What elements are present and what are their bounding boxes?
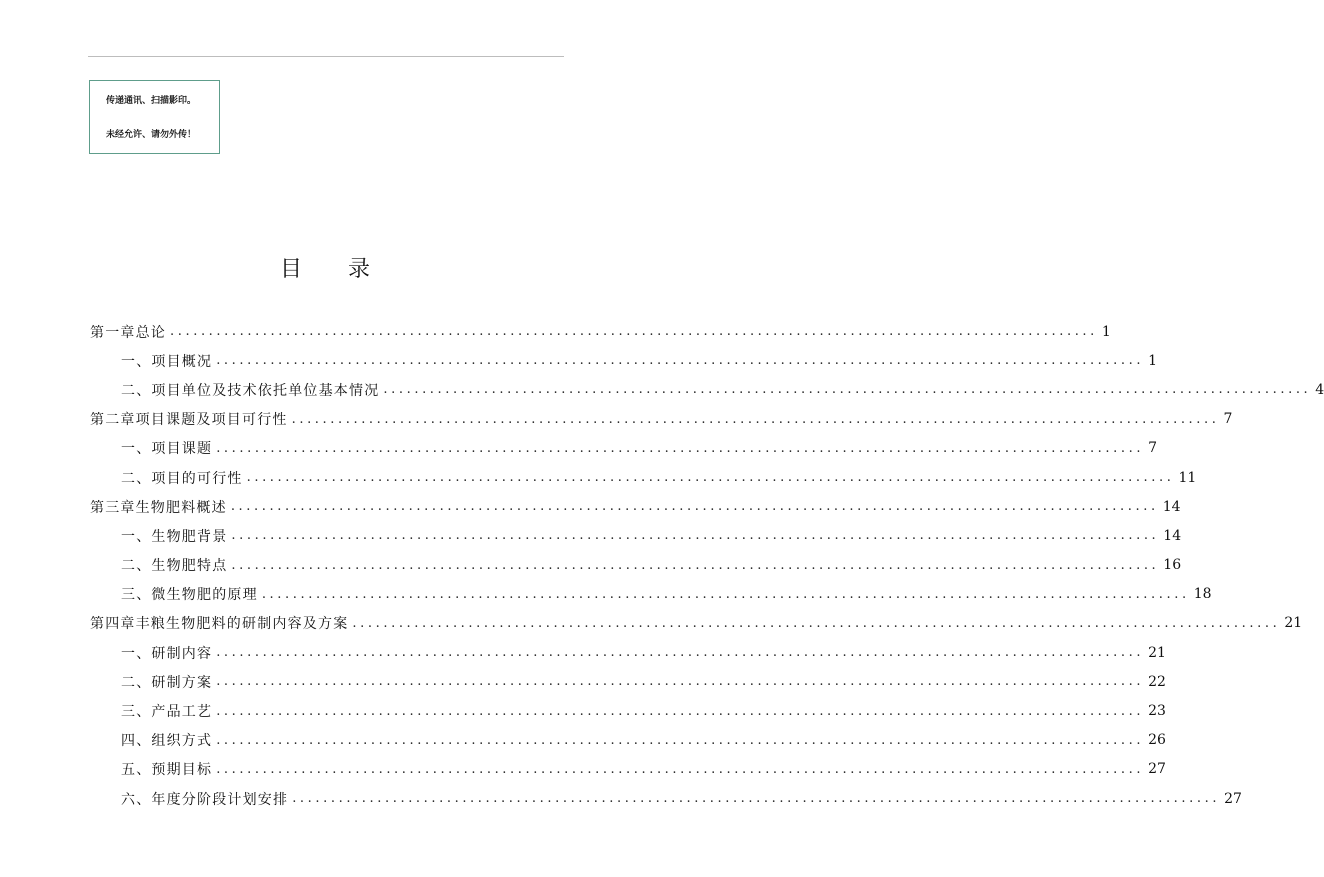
toc-entry-title: 一、项目课题 xyxy=(121,441,213,458)
toc-title: 目录 xyxy=(280,257,417,282)
toc-leader-dots: ........................................................................................................................ xyxy=(261,586,1190,602)
toc-entry-title: 六、年度分阶段计划安排 xyxy=(121,791,289,808)
toc-entry[interactable] xyxy=(90,346,1158,375)
toc-page-number: 11 xyxy=(1178,469,1197,486)
toc-leader-dots: ........................................................................................................................ xyxy=(216,674,1145,690)
toc-entry[interactable] xyxy=(90,551,1182,580)
toc-leader-dots: ........................................................................................................................ xyxy=(216,761,1145,777)
toc-page-number: 22 xyxy=(1148,673,1166,690)
toc-chapter-label: 第三章 xyxy=(90,499,136,516)
toc-leader-dots: ........................................................................................................................ xyxy=(352,615,1281,631)
toc-entry[interactable] xyxy=(90,463,1197,492)
toc-page-number: 7 xyxy=(1148,440,1158,457)
toc-entry[interactable] xyxy=(90,784,1242,813)
toc-leader-dots: ........................................................................................................................ xyxy=(216,645,1145,661)
toc-entry-title: 四、组织方式 xyxy=(121,733,213,750)
toc-page-number: 26 xyxy=(1148,732,1166,749)
toc-leader-dots: ........................................................................................................................ xyxy=(291,411,1220,427)
toc-page-number: 21 xyxy=(1148,644,1166,661)
toc-entry-title: 二、项目单位及技术依托单位基本情况 xyxy=(121,382,380,399)
stamp-line-2: 未经允许、请勿外传！ xyxy=(106,130,197,140)
toc-leader-dots: ........................................................................................................................ xyxy=(246,470,1175,486)
toc-page-number: 27 xyxy=(1148,761,1166,778)
toc-page-number: 18 xyxy=(1193,586,1212,603)
toc-entry[interactable] xyxy=(90,521,1182,550)
table-of-contents xyxy=(90,317,1324,813)
toc-leader-dots: ........................................................................................................................ xyxy=(292,791,1221,807)
toc-entry-title: 一、项目概况 xyxy=(121,353,213,370)
toc-entry-title: 总论 xyxy=(135,324,167,341)
toc-page-number: 4 xyxy=(1315,381,1324,398)
toc-page-number: 21 xyxy=(1284,615,1303,632)
toc-leader-dots: ........................................................................................................................ xyxy=(383,382,1312,398)
toc-entry-title: 二、研制方案 xyxy=(121,674,213,691)
toc-leader-dots: ........................................................................................................................ xyxy=(170,324,1098,340)
toc-entry[interactable] xyxy=(90,317,1111,346)
stamp-line-1: 传递通讯、扫描影印。 xyxy=(106,96,197,106)
toc-entry[interactable] xyxy=(90,375,1324,404)
toc-entry-title: 生物肥料概述 xyxy=(135,499,227,516)
toc-entry-title: 项目课题及项目可行性 xyxy=(135,412,288,429)
toc-leader-dots: ........................................................................................................................ xyxy=(216,440,1145,456)
toc-entry[interactable] xyxy=(90,755,1166,784)
header-rule xyxy=(88,56,564,57)
toc-entry[interactable] xyxy=(90,667,1166,696)
toc-entry-title: 丰粮生物肥料的研制内容及方案 xyxy=(135,616,349,633)
toc-page-number: 1 xyxy=(1148,352,1158,369)
toc-entry[interactable] xyxy=(90,696,1166,725)
toc-chapter-label: 第一章 xyxy=(90,324,136,341)
toc-leader-dots: ........................................................................................................................ xyxy=(231,528,1160,544)
toc-leader-dots: ........................................................................................................................ xyxy=(216,732,1145,748)
toc-entry[interactable] xyxy=(90,580,1212,609)
toc-page-number: 23 xyxy=(1148,703,1166,720)
toc-entry[interactable] xyxy=(90,492,1181,521)
toc-entry-title: 二、生物肥特点 xyxy=(121,558,228,575)
toc-leader-dots: ........................................................................................................................ xyxy=(216,353,1145,369)
toc-page-number: 27 xyxy=(1224,790,1242,807)
toc-page-number: 14 xyxy=(1162,498,1181,515)
toc-entry-title: 一、生物肥背景 xyxy=(121,528,228,545)
toc-page-number: 1 xyxy=(1101,323,1111,340)
toc-entry-title: 一、研制内容 xyxy=(121,645,213,662)
toc-chapter-label: 第二章 xyxy=(90,412,136,429)
toc-entry[interactable] xyxy=(90,638,1166,667)
toc-leader-dots: ........................................................................................................................ xyxy=(216,703,1145,719)
toc-page-number: 16 xyxy=(1163,557,1182,574)
toc-entry-title: 三、产品工艺 xyxy=(121,704,213,721)
toc-entry[interactable] xyxy=(90,405,1233,434)
stamp-box xyxy=(89,80,220,154)
toc-entry[interactable] xyxy=(90,609,1303,638)
toc-leader-dots: ........................................................................................................................ xyxy=(231,557,1160,573)
toc-page-number: 14 xyxy=(1163,527,1182,544)
toc-entry[interactable] xyxy=(90,434,1158,463)
toc-entry-title: 三、微生物肥的原理 xyxy=(121,587,258,604)
toc-page-number: 7 xyxy=(1223,411,1233,428)
toc-entry-title: 五、预期目标 xyxy=(121,762,213,779)
toc-leader-dots: ........................................................................................................................ xyxy=(230,499,1159,515)
toc-entry[interactable] xyxy=(90,726,1166,755)
toc-chapter-label: 第四章 xyxy=(90,616,136,633)
toc-entry-title: 二、项目的可行性 xyxy=(121,470,243,487)
